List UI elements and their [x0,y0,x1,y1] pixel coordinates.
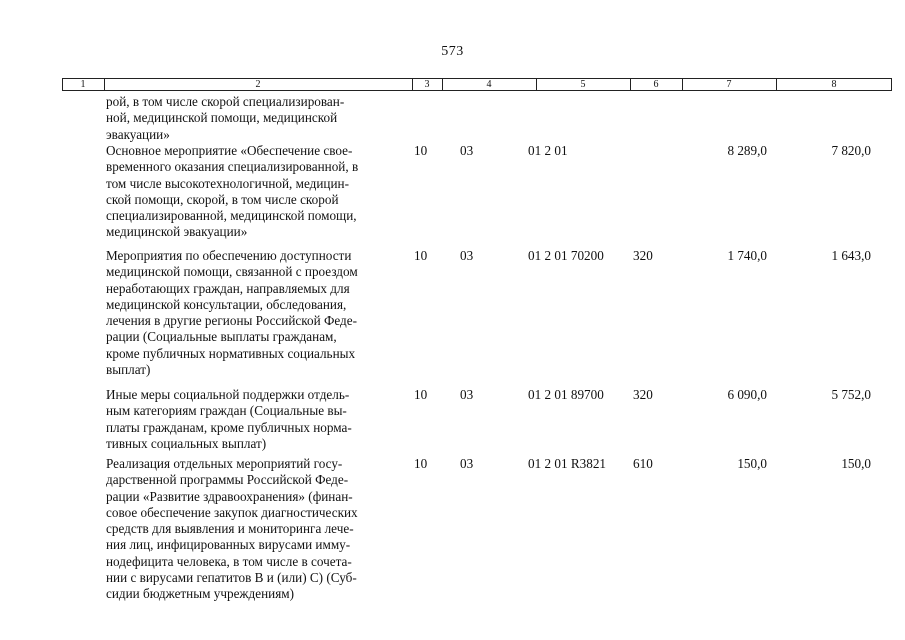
description-line: выплат) [106,362,151,378]
description-line: ной, медицинской помощи, медицинской [106,110,338,126]
description-line: неработающих граждан, направляемых для [106,280,350,296]
description-line: ным категориям граждан (Социальные вы- [106,403,347,419]
target-article-code: 01 2 01 70200 [528,248,604,263]
expense-type-code: 610 [633,456,653,471]
description-line: ской помощи, скорой, в том числе скорой [106,191,339,207]
description-line: Мероприятия по обеспечению доступности [106,248,352,263]
description-line: Иные меры социальной поддержки отдель- [106,387,350,402]
description-line: нодефицита человека, в том числе в сочета- [106,553,352,569]
expense-type-code: 320 [633,248,653,263]
column-header-2: 2 [255,79,261,90]
column-header-1: 1 [80,79,86,90]
row-description [106,248,406,378]
column-header-8: 8 [831,79,837,90]
subsection-code: 03 [460,456,474,471]
row-description [106,387,406,452]
description-line: медицинской помощи, связанной с проездом [106,264,358,280]
description-line: средств для выявления и мониторинга лече- [106,521,354,537]
page-number: 573 [441,44,464,59]
description-line: специализированной, медицинской помощи, [106,208,357,224]
target-article-code: 01 2 01 89700 [528,387,604,402]
description-line: Реализация отдельных мероприятий госу- [106,456,343,471]
amount-column-8: 1 643,0 [831,248,871,263]
amount-column-7: 1 740,0 [727,248,767,263]
amount-column-8: 7 820,0 [831,143,871,158]
column-header-5: 5 [580,79,586,90]
section-code: 10 [414,248,428,263]
column-header-6: 6 [653,79,659,90]
section-code: 10 [414,456,428,471]
description-line: совое обеспечение закупок диагностических [106,504,358,520]
row-description [106,94,406,143]
description-line: рой, в том числе скорой специализирован- [106,94,345,109]
row-description [106,456,406,603]
column-header-4: 4 [486,79,492,90]
amount-column-8: 5 752,0 [831,387,871,402]
description-line: эвакуации» [106,126,170,142]
description-line: временного оказания специализированной, в [106,159,359,175]
target-article-code: 01 2 01 [528,143,568,158]
description-line: тивных социальных выплат) [106,435,267,451]
description-line: рации «Развитие здравоохранения» (финан- [106,488,353,504]
description-line: медицинской консультации, обследования, [106,296,347,312]
description-line: рации (Социальные выплаты гражданам, [106,329,337,345]
description-line: нии с вирусами гепатитов В и (или) С) (Суб- [106,570,357,586]
description-line: кроме публичных нормативных социальных [106,345,356,361]
subsection-code: 03 [460,143,474,158]
description-line: платы гражданам, кроме публичных норма- [106,419,352,435]
description-line: Основное мероприятие «Обеспечение свое- [106,143,353,158]
section-code: 10 [414,387,428,402]
description-line: медицинской эвакуации» [106,224,248,240]
amount-column-7: 6 090,0 [727,387,767,402]
amount-column-8: 150,0 [841,456,871,471]
amount-column-7: 150,0 [737,456,767,471]
column-header-3: 3 [424,79,430,90]
expense-type-code: 320 [633,387,653,402]
row-description [106,143,406,241]
column-divider [62,78,63,91]
description-line: лечения в другие регионы Российской Феде- [106,313,357,329]
description-line: том числе высокотехнологичной, медицин- [106,175,349,191]
amount-column-7: 8 289,0 [727,143,767,158]
section-code: 10 [414,143,428,158]
description-line: ния лиц, инфицированных вирусами имму- [106,537,351,553]
description-line: сидии бюджетным учреждениям) [106,586,295,602]
subsection-code: 03 [460,248,474,263]
subsection-code: 03 [460,387,474,402]
table-header-row [62,78,892,91]
description-line: дарственной программы Российской Феде- [106,472,349,488]
column-header-7: 7 [726,79,732,90]
target-article-code: 01 2 01 R3821 [528,456,607,471]
